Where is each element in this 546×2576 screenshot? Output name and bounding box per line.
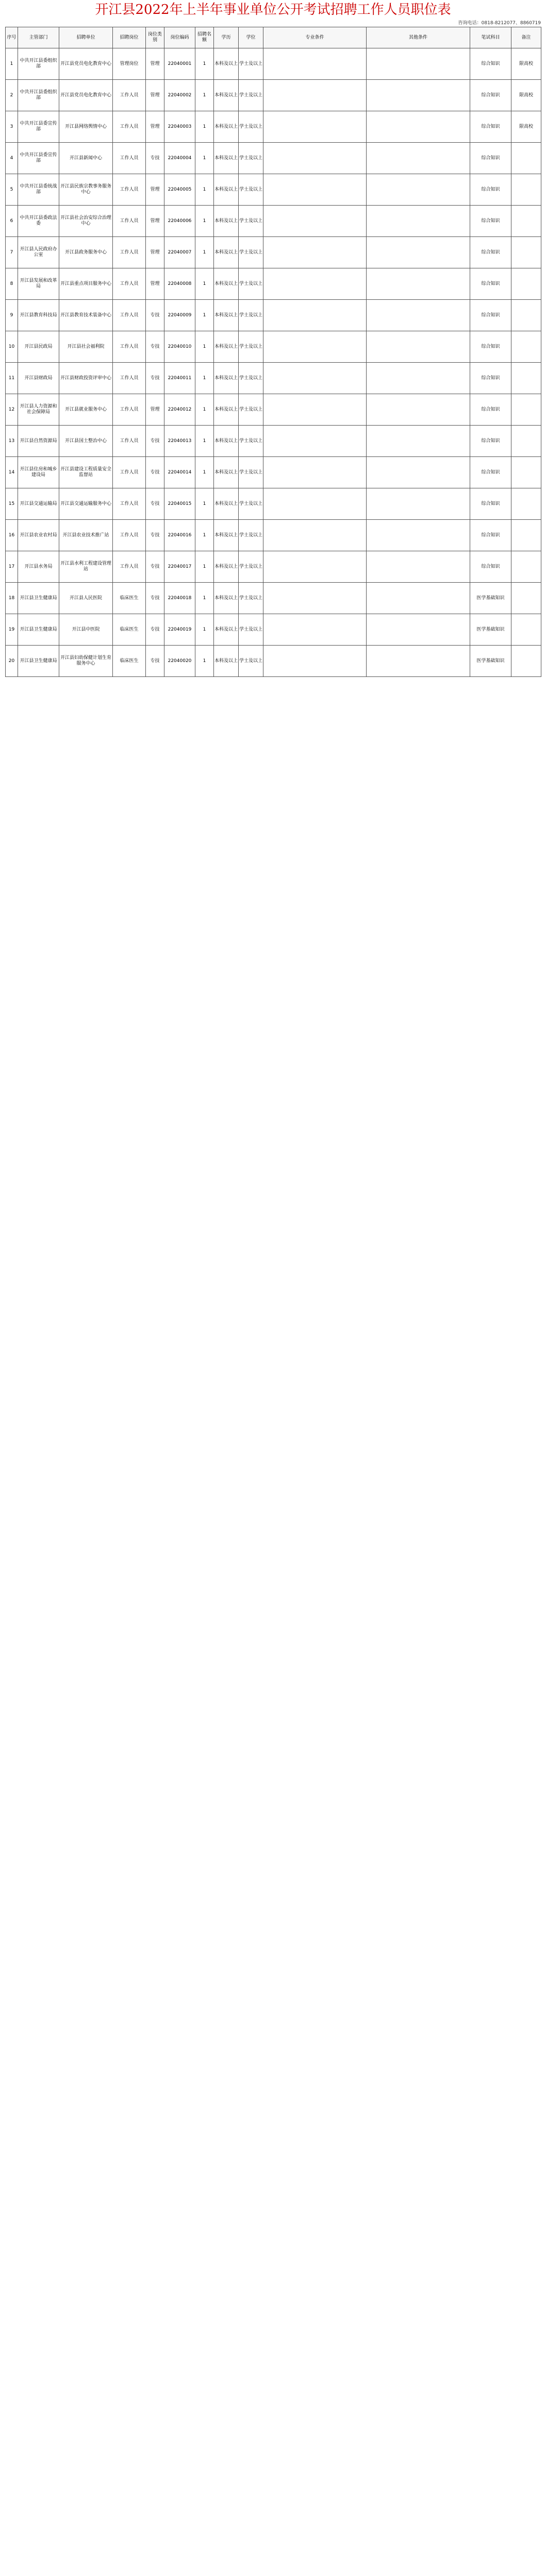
table-cell: 学士及以上 [239,363,263,394]
table-cell: 学士及以上 [239,614,263,646]
table-cell: 综合知识 [470,80,511,111]
table-cell [263,551,367,583]
table-row [6,237,541,268]
table-cell: 管理 [146,80,164,111]
table-cell: 综合知识 [470,206,511,237]
table-cell: 学士及以上 [239,331,263,363]
table-cell: 1 [195,48,214,80]
table-cell: 开江县财政局 [18,363,59,394]
table-cell [511,426,541,457]
table-cell [367,363,470,394]
table-cell: 临床医生 [113,614,146,646]
table-cell: 22040019 [164,614,195,646]
header-cell: 招聘名额 [195,27,214,48]
table-cell: 专技 [146,583,164,614]
table-cell: 工作人员 [113,331,146,363]
table-cell: 2 [6,80,18,111]
table-cell: 学士及以上 [239,80,263,111]
table-cell: 管理 [146,174,164,206]
table-cell [367,174,470,206]
table-cell: 工作人员 [113,174,146,206]
table-cell: 综合知识 [470,331,511,363]
table-cell: 1 [195,394,214,426]
table-cell: 10 [6,331,18,363]
table-cell [263,614,367,646]
table-cell [367,551,470,583]
table-cell: 11 [6,363,18,394]
table-cell [511,363,541,394]
table-cell: 开江县新闻中心 [59,143,113,174]
table-cell [367,300,470,331]
table-cell: 管理 [146,237,164,268]
table-cell: 开江县人民政府办公室 [18,237,59,268]
table-cell: 开江县农业农村局 [18,520,59,551]
table-cell: 专技 [146,520,164,551]
table-cell: 本科及以上 [214,111,239,143]
table-row [6,457,541,488]
table-cell: 本科及以上 [214,80,239,111]
table-row [6,646,541,677]
table-cell: 1 [195,426,214,457]
table-cell: 专技 [146,614,164,646]
table-cell: 开江县妇幼保健计划生育服务中心 [59,646,113,677]
table-cell: 20 [6,646,18,677]
table-cell: 本科及以上 [214,300,239,331]
table-cell: 开江县住房和城乡建设局 [18,457,59,488]
table-cell: 中共开江县委宣传部 [18,143,59,174]
table-cell: 13 [6,426,18,457]
table-cell: 开江县社会福利院 [59,331,113,363]
table-cell: 8 [6,268,18,300]
table-cell [263,237,367,268]
table-cell: 工作人员 [113,457,146,488]
table-cell: 综合知识 [470,363,511,394]
table-cell: 综合知识 [470,143,511,174]
header-cell: 岗位类别 [146,27,164,48]
table-cell: 本科及以上 [214,614,239,646]
table-cell: 综合知识 [470,268,511,300]
table-cell [511,614,541,646]
table-cell: 专技 [146,331,164,363]
table-cell: 学士及以上 [239,111,263,143]
table-cell: 开江县人民医院 [59,583,113,614]
table-cell: 学士及以上 [239,237,263,268]
table-cell: 开江县建设工程质量安全监督站 [59,457,113,488]
table-cell [263,457,367,488]
table-row [6,551,541,583]
table-cell: 学士及以上 [239,143,263,174]
table-cell: 学士及以上 [239,520,263,551]
table-cell: 临床医生 [113,583,146,614]
table-cell: 1 [195,488,214,520]
table-cell: 本科及以上 [214,331,239,363]
table-cell: 22040008 [164,268,195,300]
table-cell: 开江县水务局 [18,551,59,583]
header-cell: 备注 [511,27,541,48]
table-cell [367,457,470,488]
table-cell: 开江县政务服务中心 [59,237,113,268]
table-cell [367,488,470,520]
table-cell [263,394,367,426]
table-cell: 19 [6,614,18,646]
table-cell [263,268,367,300]
header-cell: 招聘岗位 [113,27,146,48]
table-row [6,583,541,614]
table-cell: 限高校 [511,80,541,111]
table-cell: 学士及以上 [239,48,263,80]
table-cell: 开江县网络舆情中心 [59,111,113,143]
table-cell: 工作人员 [113,488,146,520]
table-cell: 1 [195,331,214,363]
table-cell: 16 [6,520,18,551]
table-cell: 22040010 [164,331,195,363]
table-cell: 学士及以上 [239,174,263,206]
table-cell: 22040007 [164,237,195,268]
table-cell: 管理 [146,48,164,80]
table-cell: 工作人员 [113,268,146,300]
table-cell: 开江县重点项目服务中心 [59,268,113,300]
table-cell: 医学基础知识 [470,646,511,677]
table-row [6,48,541,80]
header-cell: 学历 [214,27,239,48]
header-cell: 其他条件 [367,27,470,48]
table-cell [367,394,470,426]
table-cell: 1 [6,48,18,80]
table-cell: 4 [6,143,18,174]
table-cell: 开江县农业技术推广站 [59,520,113,551]
table-cell: 22040009 [164,300,195,331]
table-cell: 工作人员 [113,363,146,394]
table-cell: 22040005 [164,174,195,206]
table-cell: 综合知识 [470,300,511,331]
header-cell: 岗位编码 [164,27,195,48]
table-row [6,206,541,237]
table-cell: 本科及以上 [214,394,239,426]
table-cell: 本科及以上 [214,488,239,520]
table-cell: 本科及以上 [214,551,239,583]
table-cell: 学士及以上 [239,457,263,488]
table-cell: 本科及以上 [214,268,239,300]
table-cell [511,488,541,520]
table-cell: 开江县教育科技局 [18,300,59,331]
table-cell: 学士及以上 [239,206,263,237]
table-cell [367,237,470,268]
table-cell: 工作人员 [113,520,146,551]
table-cell: 学士及以上 [239,300,263,331]
table-cell: 学士及以上 [239,551,263,583]
table-cell: 开江县交通运输服务中心 [59,488,113,520]
table-cell: 22040014 [164,457,195,488]
table-cell: 22040018 [164,583,195,614]
table-cell: 综合知识 [470,426,511,457]
table-cell [511,394,541,426]
table-cell: 22040017 [164,551,195,583]
positions-table [5,27,541,677]
table-cell: 22040006 [164,206,195,237]
table-cell: 7 [6,237,18,268]
table-cell: 工作人员 [113,551,146,583]
table-cell [367,583,470,614]
table-cell: 本科及以上 [214,583,239,614]
header-cell: 主管部门 [18,27,59,48]
table-cell: 中共开江县委宣传部 [18,111,59,143]
table-cell: 1 [195,363,214,394]
table-cell [263,583,367,614]
table-cell: 开江县民政局 [18,331,59,363]
table-cell: 本科及以上 [214,143,239,174]
table-cell: 1 [195,80,214,111]
table-cell: 医学基础知识 [470,614,511,646]
table-cell [511,583,541,614]
table-cell: 开江县自然资源局 [18,426,59,457]
table-cell [511,646,541,677]
table-row [6,80,541,111]
header-cell: 笔试科目 [470,27,511,48]
table-cell: 9 [6,300,18,331]
table-cell: 22040015 [164,488,195,520]
table-cell: 专技 [146,551,164,583]
table-cell [511,143,541,174]
table-cell [367,48,470,80]
table-row [6,300,541,331]
table-cell: 中共开江县委统战部 [18,174,59,206]
table-cell: 本科及以上 [214,363,239,394]
table-cell: 本科及以上 [214,426,239,457]
table-cell [263,48,367,80]
table-cell: 开江县中医院 [59,614,113,646]
table-cell [511,457,541,488]
table-cell: 综合知识 [470,520,511,551]
table-cell: 综合知识 [470,237,511,268]
table-cell: 22040011 [164,363,195,394]
table-cell: 中共开江县委政法委 [18,206,59,237]
table-cell: 中共开江县委组织部 [18,80,59,111]
table-cell [263,80,367,111]
table-header-row [6,27,541,48]
table-cell: 工作人员 [113,426,146,457]
table-cell [367,520,470,551]
table-cell: 本科及以上 [214,174,239,206]
table-cell [263,331,367,363]
table-cell: 1 [195,300,214,331]
table-cell [263,363,367,394]
table-cell: 学士及以上 [239,268,263,300]
table-cell [511,268,541,300]
table-cell [367,143,470,174]
table-cell [367,426,470,457]
table-cell: 18 [6,583,18,614]
table-cell: 1 [195,237,214,268]
table-cell: 综合知识 [470,174,511,206]
table-cell [511,237,541,268]
table-cell [367,331,470,363]
table-cell [263,206,367,237]
table-cell: 开江县人力资源和社会保障局 [18,394,59,426]
table-cell: 1 [195,268,214,300]
table-cell [263,520,367,551]
table-row [6,143,541,174]
table-cell: 综合知识 [470,394,511,426]
table-cell: 15 [6,488,18,520]
table-cell: 22040002 [164,80,195,111]
table-cell: 限高校 [511,111,541,143]
table-cell: 5 [6,174,18,206]
table-cell: 学士及以上 [239,426,263,457]
table-cell: 开江县卫生健康局 [18,583,59,614]
table-cell: 综合知识 [470,457,511,488]
table-cell: 22040016 [164,520,195,551]
table-cell [367,614,470,646]
table-cell: 管理 [146,394,164,426]
table-cell [263,426,367,457]
table-cell: 1 [195,206,214,237]
table-cell: 12 [6,394,18,426]
table-cell: 学士及以上 [239,583,263,614]
table-cell: 1 [195,551,214,583]
page-title: 开江县2022年上半年事业单位公开考试招聘工作人员职位表 [95,2,451,18]
table-cell: 22040012 [164,394,195,426]
table-cell: 学士及以上 [239,488,263,520]
table-cell: 开江县教育技术装备中心 [59,300,113,331]
table-cell [511,551,541,583]
table-row [6,174,541,206]
table-cell: 1 [195,111,214,143]
table-cell: 管理岗位 [113,48,146,80]
table-cell: 14 [6,457,18,488]
table-row [6,426,541,457]
table-row [6,520,541,551]
table-cell: 临床医生 [113,646,146,677]
table-cell: 综合知识 [470,551,511,583]
table-cell [511,331,541,363]
table-cell: 22040004 [164,143,195,174]
table-cell: 综合知识 [470,111,511,143]
table-cell: 开江县交通运输局 [18,488,59,520]
table-cell: 工作人员 [113,394,146,426]
table-row [6,111,541,143]
table-cell: 本科及以上 [214,646,239,677]
table-cell: 专技 [146,646,164,677]
header-cell: 招聘单位 [59,27,113,48]
table-cell: 开江县水利工程建设管理站 [59,551,113,583]
table-cell: 综合知识 [470,48,511,80]
table-cell: 1 [195,614,214,646]
table-cell: 限高校 [511,48,541,80]
table-row [6,614,541,646]
table-row [6,331,541,363]
table-cell: 学士及以上 [239,646,263,677]
table-cell: 工作人员 [113,111,146,143]
table-cell: 综合知识 [470,488,511,520]
table-cell: 22040001 [164,48,195,80]
table-cell: 1 [195,457,214,488]
table-cell [511,206,541,237]
table-cell: 管理 [146,111,164,143]
table-cell: 开江县财政投资评审中心 [59,363,113,394]
table-cell [263,111,367,143]
table-cell: 开江县发展和改革局 [18,268,59,300]
table-row [6,268,541,300]
header-cell: 序号 [6,27,18,48]
table-cell: 22040020 [164,646,195,677]
table-cell: 医学基础知识 [470,583,511,614]
table-cell [367,111,470,143]
table-cell: 工作人员 [113,143,146,174]
table-cell [263,488,367,520]
table-cell: 专技 [146,363,164,394]
table-cell: 工作人员 [113,300,146,331]
table-cell: 1 [195,143,214,174]
table-cell: 工作人员 [113,206,146,237]
table-cell: 1 [195,174,214,206]
table-cell: 学士及以上 [239,394,263,426]
table-cell: 3 [6,111,18,143]
table-cell [367,80,470,111]
table-cell: 开江县卫生健康局 [18,646,59,677]
header-cell: 专业条件 [263,27,367,48]
table-cell: 专技 [146,488,164,520]
table-cell [263,174,367,206]
table-cell: 开江县党员电化教育中心 [59,80,113,111]
table-cell: 工作人员 [113,237,146,268]
table-cell: 22040013 [164,426,195,457]
table-cell [367,268,470,300]
table-cell: 开江县社会治安综合治理中心 [59,206,113,237]
table-cell [367,646,470,677]
table-cell: 本科及以上 [214,457,239,488]
table-cell: 6 [6,206,18,237]
table-cell: 17 [6,551,18,583]
table-cell: 开江县国土整治中心 [59,426,113,457]
table-row [6,488,541,520]
table-cell [263,143,367,174]
table-cell [263,646,367,677]
table-cell: 开江县就业服务中心 [59,394,113,426]
table-cell: 开江县民族宗教事务服务中心 [59,174,113,206]
table-cell [367,206,470,237]
table-cell [511,174,541,206]
table-cell: 中共开江县委组织部 [18,48,59,80]
table-cell [263,300,367,331]
table-cell: 管理 [146,206,164,237]
table-cell: 1 [195,646,214,677]
table-row [6,363,541,394]
table-cell: 开江县党员电化教育中心 [59,48,113,80]
table-cell: 1 [195,520,214,551]
contact-phone: 咨询电话：0818-8212077、8860719 [458,21,541,26]
table-cell: 专技 [146,300,164,331]
header-cell: 学位 [239,27,263,48]
table-cell: 专技 [146,143,164,174]
table-cell: 专技 [146,426,164,457]
table-cell: 工作人员 [113,80,146,111]
table-cell: 1 [195,583,214,614]
table-cell: 管理 [146,268,164,300]
table-cell: 本科及以上 [214,206,239,237]
table-cell: 本科及以上 [214,520,239,551]
table-cell: 开江县卫生健康局 [18,614,59,646]
table-cell: 本科及以上 [214,237,239,268]
table-cell [511,300,541,331]
table-cell: 专技 [146,457,164,488]
table-cell: 22040003 [164,111,195,143]
table-row [6,394,541,426]
table-cell: 本科及以上 [214,48,239,80]
table-cell [511,520,541,551]
